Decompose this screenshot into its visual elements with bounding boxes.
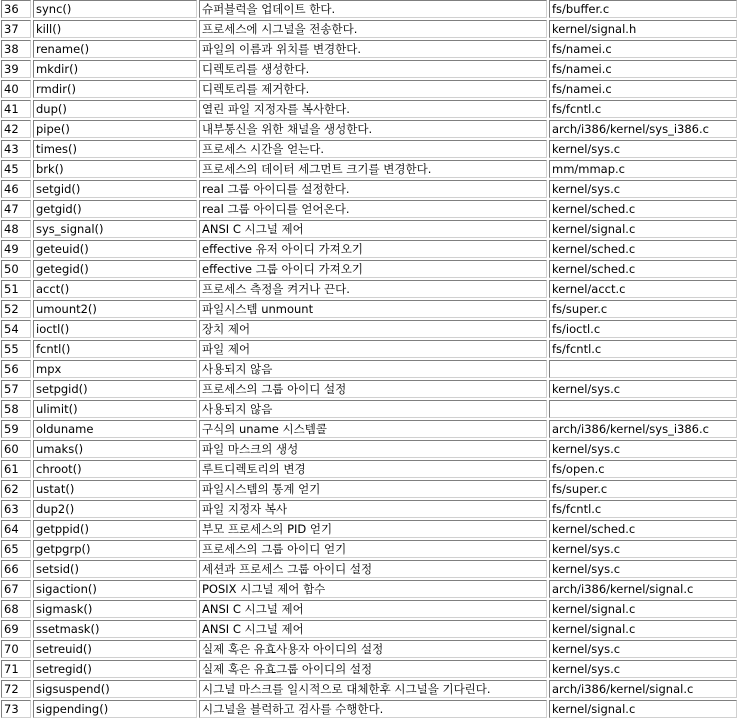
source-file-cell: mm/mmap.c bbox=[549, 160, 737, 178]
syscall-number-cell: 37 bbox=[1, 20, 31, 38]
syscall-name-cell: mpx bbox=[33, 360, 197, 378]
syscall-description-cell: 구식의 uname 시스템콜 bbox=[199, 420, 547, 438]
table-row bbox=[1, 80, 737, 98]
source-file-cell: fs/namei.c bbox=[549, 80, 737, 98]
source-file-cell: kernel/sys.c bbox=[549, 380, 737, 398]
syscall-name-cell: dup() bbox=[33, 100, 197, 118]
table-row bbox=[1, 440, 737, 458]
syscall-number-cell: 41 bbox=[1, 100, 31, 118]
syscall-description-cell: 디렉토리를 제거한다. bbox=[199, 80, 547, 98]
syscall-description-cell: 루트디렉토리의 변경 bbox=[199, 460, 547, 478]
syscall-name-cell: umount2() bbox=[33, 300, 197, 318]
source-file-cell: fs/super.c bbox=[549, 480, 737, 498]
syscall-number-cell: 46 bbox=[1, 180, 31, 198]
source-file-cell: fs/fcntl.c bbox=[549, 340, 737, 358]
syscall-name-cell: brk() bbox=[33, 160, 197, 178]
syscall-number-cell: 40 bbox=[1, 80, 31, 98]
syscall-name-cell: rmdir() bbox=[33, 80, 197, 98]
syscall-name-cell: ssetmask() bbox=[33, 620, 197, 638]
syscall-description-cell: 파일시스템 unmount bbox=[199, 300, 547, 318]
syscall-number-cell: 47 bbox=[1, 200, 31, 218]
source-file-cell: kernel/sys.c bbox=[549, 180, 737, 198]
syscall-description-cell: 프로세스의 그룹 아이디 얻기 bbox=[199, 540, 547, 558]
table-row bbox=[1, 0, 737, 18]
table-row bbox=[1, 680, 737, 698]
table-row bbox=[1, 280, 737, 298]
syscall-description-cell: 실제 혹은 유효그룹 아이디의 설정 bbox=[199, 660, 547, 678]
syscall-number-cell: 62 bbox=[1, 480, 31, 498]
source-file-cell: kernel/signal.c bbox=[549, 620, 737, 638]
syscall-name-cell: fcntl() bbox=[33, 340, 197, 358]
table-row bbox=[1, 560, 737, 578]
syscall-name-cell: getgid() bbox=[33, 200, 197, 218]
syscall-name-cell: setreuid() bbox=[33, 640, 197, 658]
syscall-number-cell: 66 bbox=[1, 560, 31, 578]
syscall-name-cell: sigsuspend() bbox=[33, 680, 197, 698]
syscall-name-cell: kill() bbox=[33, 20, 197, 38]
syscall-description-cell: 파일의 이름과 위치를 변경한다. bbox=[199, 40, 547, 58]
source-file-cell: kernel/signal.c bbox=[549, 700, 737, 718]
syscall-name-cell: sigmask() bbox=[33, 600, 197, 618]
table-row bbox=[1, 480, 737, 498]
table-row bbox=[1, 40, 737, 58]
syscall-number-cell: 51 bbox=[1, 280, 31, 298]
syscall-description-cell: POSIX 시그널 제어 함수 bbox=[199, 580, 547, 598]
table-row bbox=[1, 340, 737, 358]
syscall-number-cell: 69 bbox=[1, 620, 31, 638]
syscall-name-cell: times() bbox=[33, 140, 197, 158]
source-file-cell: kernel/acct.c bbox=[549, 280, 737, 298]
syscall-number-cell: 58 bbox=[1, 400, 31, 418]
syscall-name-cell: rename() bbox=[33, 40, 197, 58]
table-row bbox=[1, 500, 737, 518]
table-row bbox=[1, 100, 737, 118]
source-file-cell: kernel/sched.c bbox=[549, 520, 737, 538]
syscall-number-cell: 55 bbox=[1, 340, 31, 358]
syscall-number-cell: 57 bbox=[1, 380, 31, 398]
source-file-cell: fs/ioctl.c bbox=[549, 320, 737, 338]
table-row bbox=[1, 140, 737, 158]
syscall-name-cell: chroot() bbox=[33, 460, 197, 478]
syscall-description-cell: 프로세스에 시그널을 전송한다. bbox=[199, 20, 547, 38]
syscall-number-cell: 48 bbox=[1, 220, 31, 238]
syscall-number-cell: 71 bbox=[1, 660, 31, 678]
source-file-cell: kernel/sched.c bbox=[549, 200, 737, 218]
source-file-cell: kernel/sys.c bbox=[549, 640, 737, 658]
syscall-description-cell: 디렉토리를 생성한다. bbox=[199, 60, 547, 78]
syscall-name-cell: ulimit() bbox=[33, 400, 197, 418]
syscall-description-cell: 파일 제어 bbox=[199, 340, 547, 358]
table-row bbox=[1, 400, 737, 418]
syscall-number-cell: 63 bbox=[1, 500, 31, 518]
source-file-cell: fs/namei.c bbox=[549, 40, 737, 58]
syscall-description-cell: 세션과 프로세스 그룹 아이디 설정 bbox=[199, 560, 547, 578]
syscall-name-cell: sigpending() bbox=[33, 700, 197, 718]
syscall-name-cell: ioctl() bbox=[33, 320, 197, 338]
syscall-number-cell: 59 bbox=[1, 420, 31, 438]
syscall-number-cell: 36 bbox=[1, 0, 31, 18]
table-row bbox=[1, 120, 737, 138]
syscall-description-cell: ANSI C 시그널 제어 bbox=[199, 600, 547, 618]
syscall-description-cell: 실제 혹은 유효사용자 아이디의 설정 bbox=[199, 640, 547, 658]
syscall-number-cell: 64 bbox=[1, 520, 31, 538]
syscall-number-cell: 60 bbox=[1, 440, 31, 458]
source-file-cell: arch/i386/kernel/sys_i386.c bbox=[549, 120, 737, 138]
syscall-description-cell: 내부통신을 위한 채널을 생성한다. bbox=[199, 120, 547, 138]
syscall-description-cell: 슈퍼블럭을 업데이트 한다. bbox=[199, 0, 547, 18]
source-file-cell: kernel/sys.c bbox=[549, 660, 737, 678]
table-row bbox=[1, 600, 737, 618]
syscall-description-cell: 장치 제어 bbox=[199, 320, 547, 338]
syscall-description-cell: real 그룹 아이디를 얻어온다. bbox=[199, 200, 547, 218]
table-row bbox=[1, 200, 737, 218]
syscall-number-cell: 43 bbox=[1, 140, 31, 158]
syscall-number-cell: 54 bbox=[1, 320, 31, 338]
table-row bbox=[1, 320, 737, 338]
syscall-description-cell: 프로세스의 그룹 아이디 설정 bbox=[199, 380, 547, 398]
syscall-description-cell: 시그널을 블럭하고 검사를 수행한다. bbox=[199, 700, 547, 718]
table-row bbox=[1, 20, 737, 38]
table-row bbox=[1, 180, 737, 198]
syscall-number-cell: 68 bbox=[1, 600, 31, 618]
syscall-name-cell: olduname bbox=[33, 420, 197, 438]
syscall-description-cell: 프로세스의 데이터 세그먼트 크기를 변경한다. bbox=[199, 160, 547, 178]
table-row bbox=[1, 60, 737, 78]
syscall-name-cell: getegid() bbox=[33, 260, 197, 278]
source-file-cell: fs/super.c bbox=[549, 300, 737, 318]
syscall-table-body bbox=[1, 0, 737, 718]
table-row bbox=[1, 640, 737, 658]
source-file-cell: fs/fcntl.c bbox=[549, 100, 737, 118]
table-row bbox=[1, 660, 737, 678]
syscall-description-cell: 파일 마스크의 생성 bbox=[199, 440, 547, 458]
source-file-cell bbox=[549, 360, 737, 378]
syscall-description-cell: ANSI C 시그널 제어 bbox=[199, 620, 547, 638]
syscall-name-cell: mkdir() bbox=[33, 60, 197, 78]
table-row bbox=[1, 580, 737, 598]
syscall-number-cell: 72 bbox=[1, 680, 31, 698]
syscall-number-cell: 52 bbox=[1, 300, 31, 318]
syscall-name-cell: acct() bbox=[33, 280, 197, 298]
syscall-name-cell: dup2() bbox=[33, 500, 197, 518]
syscall-description-cell: 프로세스 측정을 켜거나 끈다. bbox=[199, 280, 547, 298]
syscall-number-cell: 70 bbox=[1, 640, 31, 658]
syscall-name-cell: setgid() bbox=[33, 180, 197, 198]
table-row bbox=[1, 620, 737, 638]
syscall-description-cell: effective 그룹 아이디 가져오기 bbox=[199, 260, 547, 278]
table-row bbox=[1, 700, 737, 718]
syscall-name-cell: setregid() bbox=[33, 660, 197, 678]
syscall-name-cell: setsid() bbox=[33, 560, 197, 578]
syscall-description-cell: ANSI C 시그널 제어 bbox=[199, 220, 547, 238]
syscall-description-cell: 시그널 마스크를 일시적으로 대체한후 시그널을 기다린다. bbox=[199, 680, 547, 698]
source-file-cell: kernel/signal.c bbox=[549, 600, 737, 618]
table-row bbox=[1, 240, 737, 258]
source-file-cell: fs/fcntl.c bbox=[549, 500, 737, 518]
syscall-number-cell: 49 bbox=[1, 240, 31, 258]
syscall-description-cell: real 그룹 아이디를 설정한다. bbox=[199, 180, 547, 198]
table-row bbox=[1, 300, 737, 318]
syscall-number-cell: 38 bbox=[1, 40, 31, 58]
syscall-number-cell: 50 bbox=[1, 260, 31, 278]
syscall-name-cell: getppid() bbox=[33, 520, 197, 538]
source-file-cell: kernel/sys.c bbox=[549, 440, 737, 458]
syscall-name-cell: umaks() bbox=[33, 440, 197, 458]
syscall-description-cell: 파일시스템의 통계 얻기 bbox=[199, 480, 547, 498]
source-file-cell bbox=[549, 400, 737, 418]
table-row bbox=[1, 420, 737, 438]
syscall-description-cell: 열린 파일 지정자를 복사한다. bbox=[199, 100, 547, 118]
syscall-name-cell: pipe() bbox=[33, 120, 197, 138]
syscall-name-cell: sync() bbox=[33, 0, 197, 18]
table-row bbox=[1, 160, 737, 178]
syscall-number-cell: 56 bbox=[1, 360, 31, 378]
syscall-description-cell: effective 유저 아이디 가져오기 bbox=[199, 240, 547, 258]
syscall-description-cell: 파일 지정자 복사 bbox=[199, 500, 547, 518]
source-file-cell: fs/open.c bbox=[549, 460, 737, 478]
source-file-cell: arch/i386/kernel/sys_i386.c bbox=[549, 420, 737, 438]
table-row bbox=[1, 360, 737, 378]
syscall-number-cell: 42 bbox=[1, 120, 31, 138]
syscall-number-cell: 67 bbox=[1, 580, 31, 598]
syscall-number-cell: 73 bbox=[1, 700, 31, 718]
source-file-cell: kernel/sys.c bbox=[549, 140, 737, 158]
source-file-cell: fs/buffer.c bbox=[549, 0, 737, 18]
syscall-description-cell: 부모 프로세스의 PID 얻기 bbox=[199, 520, 547, 538]
table-row bbox=[1, 540, 737, 558]
table-row bbox=[1, 520, 737, 538]
syscall-name-cell: geteuid() bbox=[33, 240, 197, 258]
source-file-cell: fs/namei.c bbox=[549, 60, 737, 78]
syscall-name-cell: ustat() bbox=[33, 480, 197, 498]
syscall-name-cell: getpgrp() bbox=[33, 540, 197, 558]
source-file-cell: kernel/sys.c bbox=[549, 560, 737, 578]
syscall-description-cell: 프로세스 시간을 얻는다. bbox=[199, 140, 547, 158]
syscall-name-cell: setpgid() bbox=[33, 380, 197, 398]
syscall-number-cell: 39 bbox=[1, 60, 31, 78]
source-file-cell: arch/i386/kernel/signal.c bbox=[549, 680, 737, 698]
source-file-cell: kernel/sys.c bbox=[549, 540, 737, 558]
syscall-name-cell: sys_signal() bbox=[33, 220, 197, 238]
source-file-cell: kernel/sched.c bbox=[549, 260, 737, 278]
table-row bbox=[1, 380, 737, 398]
syscall-number-cell: 61 bbox=[1, 460, 31, 478]
table-row bbox=[1, 460, 737, 478]
syscall-number-cell: 45 bbox=[1, 160, 31, 178]
syscall-description-cell: 사용되지 않음 bbox=[199, 360, 547, 378]
syscall-name-cell: sigaction() bbox=[33, 580, 197, 598]
source-file-cell: arch/i386/kernel/signal.c bbox=[549, 580, 737, 598]
syscall-number-cell: 65 bbox=[1, 540, 31, 558]
table-row bbox=[1, 260, 737, 278]
table-row bbox=[1, 220, 737, 238]
source-file-cell: kernel/signal.c bbox=[549, 220, 737, 238]
source-file-cell: kernel/sched.c bbox=[549, 240, 737, 258]
syscall-description-cell: 사용되지 않음 bbox=[199, 400, 547, 418]
source-file-cell: kernel/signal.h bbox=[549, 20, 737, 38]
